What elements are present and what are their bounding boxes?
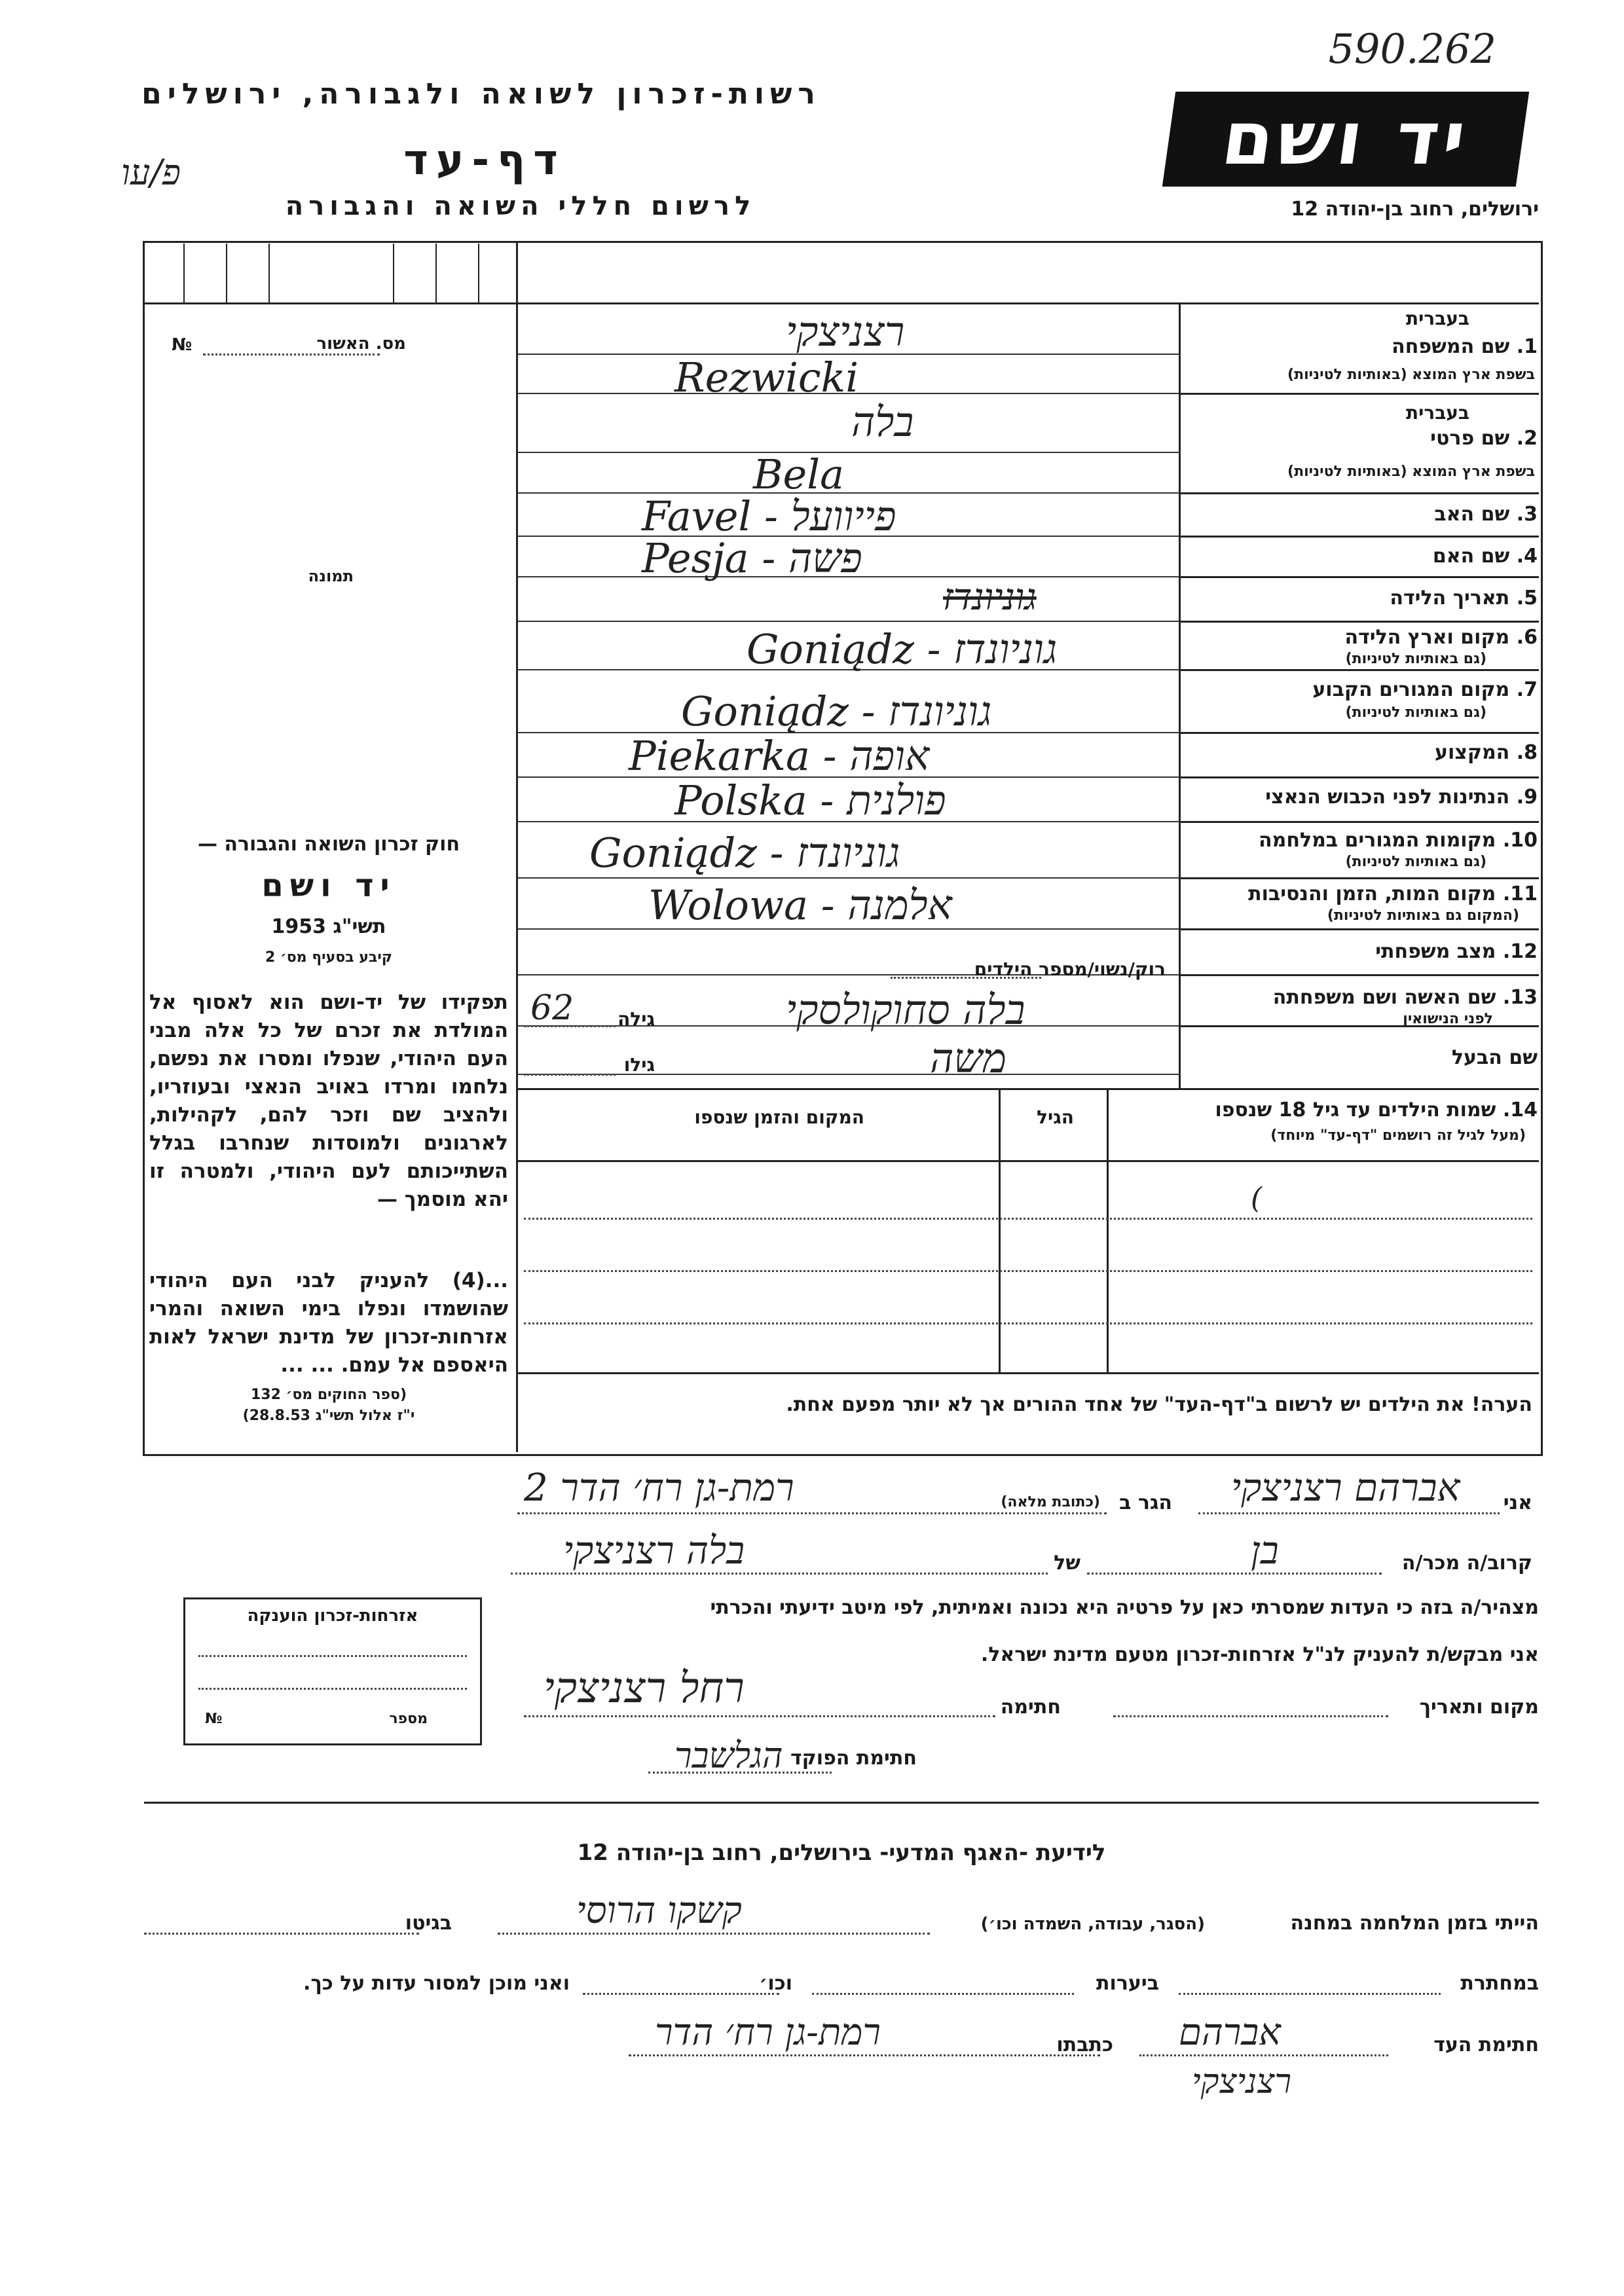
law-clause: קיבע בסעיף מס׳ 2 <box>265 949 393 966</box>
field-4-number: 4. <box>1516 545 1538 568</box>
field-13-text: שם האשה ושם משפחתה <box>1272 986 1496 1009</box>
field-6-text: מקום וארץ הלידה <box>1344 626 1510 649</box>
declaration-i-label: אני <box>1503 1491 1532 1514</box>
field-11-value: Wolowa - אלמנה <box>648 881 952 929</box>
children-number: 14. <box>1502 1099 1538 1121</box>
field-9-text: הנתינות לפני הכבוש הנאצי <box>1265 786 1510 809</box>
field-2-value-latin: Bela <box>753 450 845 498</box>
field-12-text: מצב משפחתי <box>1375 940 1496 963</box>
witness-address: רמת-גן רח׳ הדר <box>655 2011 881 2054</box>
husband-age-label: גילו <box>623 1054 655 1076</box>
field-2-number: 2. <box>1516 427 1538 450</box>
research-testimony-label: ואני מוכן למסור עדות על כך. <box>303 1972 570 1995</box>
declaration-relation: בן <box>1251 1528 1279 1573</box>
field-6-sub: (גם באותיות לטיניות) <box>1345 651 1486 667</box>
field-6-label <box>1345 626 1538 649</box>
field-3-number: 3. <box>1516 503 1538 526</box>
field-9-number: 9. <box>1516 786 1538 809</box>
yad-vashem-logo <box>1162 92 1529 187</box>
field-6-value: Goniądz - גוניונדז <box>747 625 1058 673</box>
official-signature: הגלשבר <box>674 1735 783 1776</box>
archive-number: 590.262 <box>1328 25 1496 73</box>
field-4-value: Pesja - פשה <box>642 534 862 582</box>
field-3-value: Favel - פייוועל <box>642 492 896 540</box>
field-2-text: שם פרטי <box>1430 427 1510 450</box>
field-11-sub: (המקום גם באותיות לטיניות) <box>1327 907 1519 924</box>
citizenship-no-symbol: № <box>205 1711 223 1727</box>
signature-value: רחל רצניצקי <box>544 1664 745 1713</box>
research-camp-value: קשקו הרוסי <box>576 1889 742 1932</box>
field-13-sub: לפני הנישואין <box>1403 1011 1493 1027</box>
children-mark: ( <box>1251 1182 1263 1215</box>
law-text: תפקידו של יד-ושם הוא לאסוף אל המולדת את זכרם של כל אלה מבני העם היהודי, שנפלו ומסרו את נפשם, נלחמו ומרדו באויב הנאצי ובעוזריו, ולהציב שם וזכר להם, לקהילות, לארגונים ולמוסדות שנחרבו בגלל השתייכותם לעם היהודי, ולמטרה זו יהא מוסמך — <box>149 991 508 1211</box>
field-7-sub: (גם באותיות לטיניות) <box>1345 704 1486 721</box>
declaration-relative-label: קרוב/ה מכר/ה <box>1401 1552 1532 1575</box>
research-line-1-prefix: הייתי בזמן המלחמה במחנה <box>1290 1912 1539 1935</box>
field-10-text: מקומות המגורים במלחמה <box>1259 829 1496 852</box>
field-13-age-label: גילה <box>618 1008 655 1030</box>
field-2-sub-top: בעברית <box>1405 402 1469 424</box>
declaration-statement-2: אני מבקש/ת להעניק לנ"ל אזרחות-זכרון מטעם מדינת ישראל. <box>980 1643 1539 1666</box>
declaration-address: רמת-גן רח׳ הדר 2 <box>524 1465 794 1510</box>
law-title: חוק זכרון השואה והגבורה — <box>197 833 460 856</box>
research-forests-label: ביערות <box>1096 1972 1159 1995</box>
field-7-text: מקום המגורים הקבוע <box>1312 678 1510 701</box>
field-9-label <box>1265 786 1538 809</box>
note: הערה! את הילדים יש לרשום ב"דף-העד" של אחד ההורים אך לא יותר מפעם אחת. <box>786 1393 1532 1416</box>
field-5-number: 5. <box>1516 587 1538 610</box>
field-2-label <box>1430 427 1538 450</box>
law-reference-1: (ספר החוקים מס׳ 132 <box>250 1387 407 1403</box>
husband-label: שם הבעל <box>1451 1046 1538 1069</box>
law-reference-2: י"ז אלול תשי"ג 28.8.53) <box>242 1408 415 1424</box>
children-title: שמות הילדים עד גיל 18 שנספו <box>1215 1099 1496 1121</box>
witness-surname: רצניצקי <box>1192 2062 1292 2102</box>
field-13-number: 13. <box>1502 986 1538 1009</box>
research-etc-label: וכו׳ <box>759 1972 792 1995</box>
field-5-text: תאריך הלידה <box>1390 587 1510 610</box>
field-12-label <box>1375 940 1538 963</box>
citizenship-box-title: אזרחות-זכרון הוענקה <box>247 1606 418 1626</box>
field-1-number: 1. <box>1516 335 1538 358</box>
field-1-text: שם המשפחה <box>1392 335 1510 358</box>
witness-signature-label: חתימת העד <box>1433 2033 1539 2056</box>
approval-number-label: מס. האשור <box>316 334 406 354</box>
law-year: תשי"ג 1953 <box>271 915 386 938</box>
photo-label: תמונה <box>308 567 354 585</box>
research-underground-label: במחתרת <box>1460 1972 1539 1995</box>
field-2-sub: בשפת ארץ המוצא (באותיות לטיניות) <box>1287 464 1535 480</box>
field-8-value: Piekarka - אופה <box>629 732 930 780</box>
declaration-statement-1: מצהיר/ה בזה כי העדות שמסרתי כאן על פרטיה היא נכונה ואמיתית, לפי מיטב ידיעתי והכרתי <box>710 1596 1539 1619</box>
field-7-number: 7. <box>1516 678 1538 701</box>
declaration-of-value: בלה רצניצקי <box>563 1528 745 1573</box>
field-13-age-value: 62 <box>530 989 574 1028</box>
field-13-value: בלה סחוקולסקי <box>786 986 1025 1034</box>
official-signature-label: חתימת הפוקד <box>790 1747 917 1770</box>
institution-name: רשות-זכרון לשואה ולגבורה, ירושלים <box>141 77 821 111</box>
field-1-sub: בשפת ארץ המוצא (באותיות לטיניות) <box>1287 367 1535 383</box>
field-7-label <box>1312 678 1538 701</box>
header-address: ירושלים, רחוב בן-יהודה 12 <box>1291 198 1539 221</box>
form-title: דף-עד <box>403 136 566 185</box>
field-10-label <box>1259 829 1538 852</box>
field-4-label <box>1433 545 1538 568</box>
margin-note: פ/עו <box>121 152 181 193</box>
field-2-value-hebrew: בלה <box>851 398 914 446</box>
field-11-number: 11. <box>1502 883 1538 905</box>
field-8-label <box>1435 741 1538 764</box>
field-10-value: Goniądz - גוניונדז <box>589 829 900 877</box>
declarant-name: אברהם רצניצקי <box>1231 1465 1460 1510</box>
field-9-value: Polska - פולנית <box>674 776 946 824</box>
place-date-label: מקום ותאריך <box>1419 1696 1539 1719</box>
field-11-text: מקום המות, הזמן והנסיבות <box>1248 883 1496 905</box>
citizenship-box <box>183 1597 482 1745</box>
field-13-label <box>1273 986 1538 1009</box>
field-1-sub-top: בעברית <box>1405 308 1469 329</box>
citizenship-number-label: מספר <box>389 1711 428 1727</box>
field-10-sub: (גם באותיות לטיניות) <box>1345 854 1486 870</box>
declaration-address-hint: (כתובת מלאה) <box>1001 1494 1100 1510</box>
children-col-age: הגיל <box>1037 1106 1074 1128</box>
field-1-value-hebrew: רצניצקי <box>786 308 905 355</box>
witness-signature: אברהם <box>1179 2011 1281 2054</box>
children-col-place-time: המקום והזמן שנספו <box>694 1106 864 1128</box>
declaration-of-label: של <box>1054 1552 1080 1575</box>
field-8-number: 8. <box>1516 741 1538 764</box>
research-title: לידיעת -האגף המדעי- בירושלים, רחוב בן-יהודה 12 <box>577 1840 1106 1866</box>
law-name: יד ושם <box>261 867 396 904</box>
field-3-label <box>1434 503 1538 526</box>
husband-value: משה <box>930 1034 1006 1082</box>
field-5-value: גוניונדז <box>943 576 1037 619</box>
field-4-text: שם האם <box>1432 545 1510 568</box>
field-11-label <box>1248 883 1538 905</box>
field-12-inline-label: רוק/נשוי/מספר הילדים <box>974 958 1166 980</box>
field-5-label <box>1390 587 1538 610</box>
field-10-number: 10. <box>1502 829 1538 852</box>
research-ghetto-label: בגיטו <box>405 1912 452 1935</box>
field-7-value: Goniądz - גוניונדז <box>681 687 992 735</box>
logo-text: יד ושם <box>1217 96 1475 181</box>
research-line-1-hint: (הסגר, עבודה, השמדה וכו׳) <box>980 1914 1205 1934</box>
law-text-2: ...(4) להעניק לבני העם היהודי שהושמדו ונפלו בימי השואה והמרי אזרחות-זכרון של מדינת ישראל לאות היאספם אל עמם. ... ... <box>149 1269 508 1377</box>
field-12-number: 12. <box>1502 940 1538 963</box>
field-3-text: שם האב <box>1434 503 1510 526</box>
children-label <box>1215 1099 1538 1121</box>
field-1-value-latin: Rezwicki <box>674 354 859 401</box>
form-subtitle: לרשום חללי השואה והגבורה <box>285 191 756 221</box>
declaration-resides-label: הגר ב <box>1119 1491 1172 1514</box>
witness-address-label: כתבתו <box>1056 2033 1113 2056</box>
field-6-number: 6. <box>1516 626 1538 649</box>
children-sub: (מעל לגיל זה רושמים "דף-עד" מיוחד) <box>1270 1127 1526 1144</box>
field-1-label <box>1392 335 1538 358</box>
signature-label: חתימה <box>1000 1696 1061 1719</box>
approval-no-symbol: № <box>172 335 193 355</box>
field-8-text: המקצוע <box>1434 741 1510 764</box>
